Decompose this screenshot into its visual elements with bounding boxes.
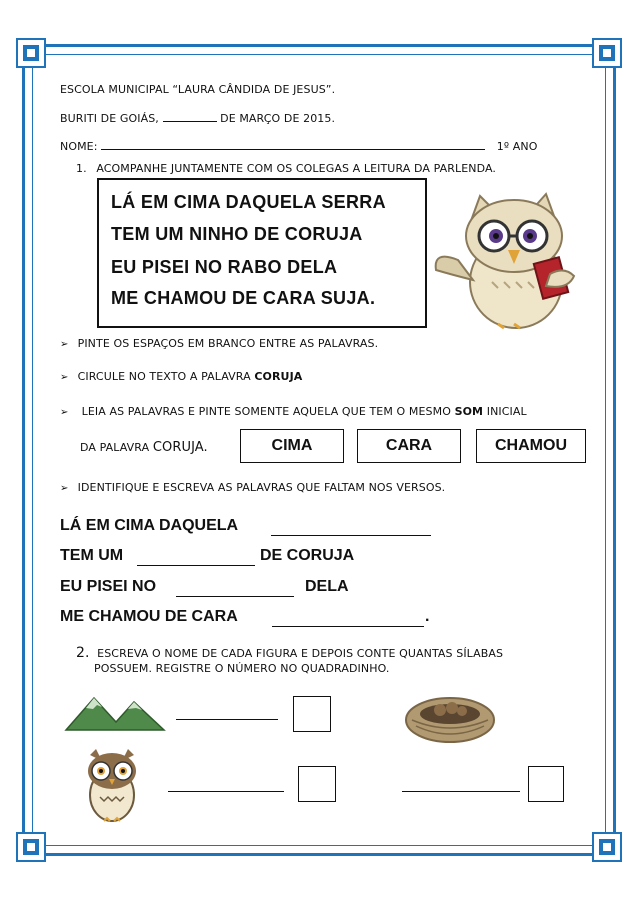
- verse-text: EU PISEI NO: [60, 578, 157, 595]
- q2-number: 2.: [76, 645, 90, 661]
- corner-ornament-icon: [16, 832, 46, 862]
- bullet-arrow-icon: ➢: [60, 339, 69, 350]
- verse-text: TEM UM: [60, 547, 124, 564]
- answer-blank-nest[interactable]: [402, 790, 520, 792]
- task-circle-word: [60, 370, 302, 383]
- option-cima[interactable]: CIMA: [240, 429, 344, 463]
- emphasis-word: SOM: [454, 405, 484, 418]
- q1-text: ACOMPANHE JUNTAMENTE COM OS COLEGAS A LEITURA DA PARLENDA.: [96, 162, 496, 175]
- q2-instruction: [76, 645, 503, 661]
- name-label: NOME:: [60, 140, 98, 153]
- verse-line: [60, 578, 156, 596]
- bullet-arrow-icon: ➢: [60, 407, 69, 418]
- task-read-line2: [80, 440, 208, 455]
- q2-text-line2: POSSUEM. REGISTRE O NÚMERO NO QUADRADINHO.: [94, 662, 390, 675]
- verse-text: LÁ EM CIMA DAQUELA: [60, 517, 239, 534]
- parlenda-line: EU PISEI NO RABO DELA: [111, 257, 338, 277]
- task-identify: [60, 481, 445, 494]
- task-text: CIRCULE NO TEXTO A PALAVRA: [77, 370, 251, 383]
- answer-blank[interactable]: [137, 564, 255, 566]
- syllable-box-mountain[interactable]: [293, 696, 331, 732]
- owl-icon: [82, 747, 142, 823]
- bullet-arrow-icon: ➢: [60, 372, 69, 383]
- corner-ornament-icon: [592, 832, 622, 862]
- syllable-box-nest[interactable]: [528, 766, 564, 802]
- syllable-box-owl[interactable]: [298, 766, 336, 802]
- parlenda-line: LÁ EM CIMA DAQUELA SERRA: [111, 192, 386, 212]
- verse-text: ME CHAMOU DE CARA: [60, 608, 238, 625]
- day-field[interactable]: [163, 111, 217, 122]
- task-text: LEIA AS PALAVRAS E PINTE SOMENTE AQUELA QUE TEM O MESMO: [81, 405, 451, 418]
- q1-instruction: [76, 162, 496, 175]
- task-text: IDENTIFIQUE E ESCREVA AS PALAVRAS QUE FALTAM NOS VERSOS.: [77, 481, 446, 494]
- date-suffix: DE MARÇO DE 2015.: [220, 112, 336, 125]
- task-text: INICIAL: [486, 405, 527, 418]
- corner-ornament-icon: [592, 38, 622, 68]
- answer-blank-mountain[interactable]: [176, 718, 278, 720]
- verse-text: DELA: [305, 578, 349, 595]
- owl-reading-icon: [428, 190, 588, 330]
- answer-blank-owl[interactable]: [168, 790, 284, 792]
- option-cara[interactable]: CARA: [357, 429, 461, 463]
- date-line: [60, 111, 335, 125]
- school-name: ESCOLA MUNICIPAL “LAURA CÂNDIDA DE JESUS”.: [60, 83, 336, 96]
- verse-text: .: [425, 608, 430, 625]
- reference-word: CORUJA.: [152, 440, 208, 455]
- q1-number: 1.: [76, 162, 87, 175]
- name-field[interactable]: [101, 139, 485, 150]
- parlenda-line: ME CHAMOU DE CARA SUJA.: [111, 288, 376, 308]
- answer-blank[interactable]: [272, 625, 424, 627]
- parlenda-box: [97, 178, 427, 328]
- nest-icon: [404, 690, 496, 746]
- answer-blank[interactable]: [271, 534, 431, 536]
- q2-text: ESCREVA O NOME DE CADA FIGURA E DEPOIS CONTE QUANTAS SÍLABAS: [97, 647, 504, 660]
- task-paint-spaces: [60, 337, 378, 350]
- mountain-icon: [64, 692, 166, 732]
- verse-line: [60, 547, 123, 565]
- bullet-arrow-icon: ➢: [60, 483, 69, 494]
- answer-blank[interactable]: [176, 595, 294, 597]
- verse-line: [60, 517, 238, 535]
- corner-ornament-icon: [16, 38, 46, 68]
- option-chamou[interactable]: CHAMOU: [476, 429, 586, 463]
- grade-label: 1º ANO: [496, 140, 538, 153]
- date-prefix: BURITI DE GOIÁS,: [60, 112, 159, 125]
- parlenda-line: TEM UM NINHO DE CORUJA: [111, 224, 363, 244]
- name-line: [60, 139, 537, 153]
- task-text: DA PALAVRA: [80, 441, 150, 454]
- target-word: CORUJA: [254, 370, 303, 383]
- task-read-words: [60, 405, 527, 418]
- task-text: PINTE OS ESPAÇOS EM BRANCO ENTRE AS PALAVRAS.: [77, 337, 379, 350]
- verse-text: DE CORUJA: [260, 547, 355, 564]
- verse-line: [60, 608, 238, 626]
